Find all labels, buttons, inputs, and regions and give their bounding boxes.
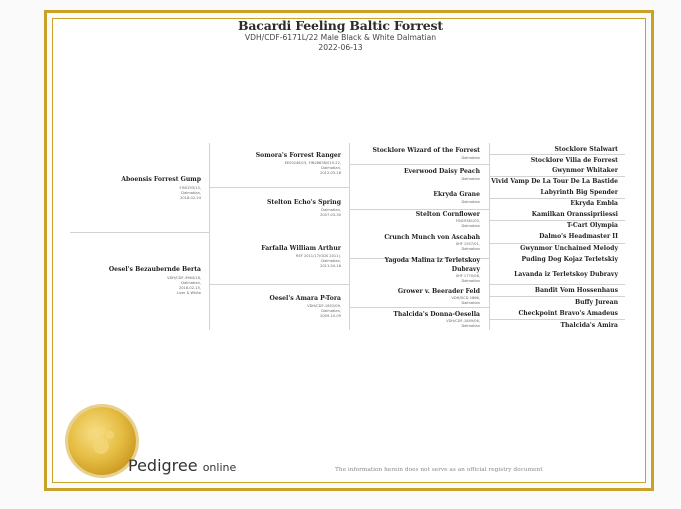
dam-breed: Dalmatian, — [181, 281, 201, 285]
ancestor-breed: Dalmatian — [461, 224, 480, 228]
ancestor-entry[interactable] — [351, 311, 480, 329]
ancestor-name: Yagoda Malina iz Terletskoy — [384, 257, 480, 264]
ancestor-reg: VDH/DCD 1866, — [451, 296, 480, 300]
divider-line — [70, 232, 210, 233]
divider-line — [489, 154, 625, 155]
brand-logo — [128, 456, 236, 475]
dam-reg: VDH/CDF-3964/18, — [167, 276, 201, 280]
ancestor-name: Crunch Munch von Ascabah — [384, 234, 480, 241]
disclaimer-text: The information herein does not serve as an official registry document — [335, 467, 543, 473]
divider-line — [489, 243, 625, 244]
gen4-ancestor[interactable]: Puding Dog Kojaz Terletskiy — [521, 256, 618, 263]
ancestor-breed: Dalmatian — [461, 247, 480, 251]
ancestor-name: Farfalla William Arthur — [261, 245, 341, 252]
dam-color: Liver & White — [176, 291, 201, 295]
bracket-line — [209, 143, 210, 330]
ancestor-breed: Dalmatian, — [321, 208, 341, 212]
ancestor-name: Oesel's Amara P-Tora — [269, 295, 341, 302]
ancestor-dob: 2011-04-16 — [320, 264, 341, 268]
ancestor-name: Stelton Cornflower — [415, 211, 480, 218]
gen4-ancestor[interactable]: Lavanda iz Terletskoy Dubravy — [514, 271, 618, 278]
page-title: Bacardi Feeling Baltic Forrest — [238, 18, 443, 33]
ancestor-reg: FIN29381/03, — [455, 219, 480, 223]
gen4-ancestor[interactable]: Bandit Vom Hossenhaus — [534, 287, 618, 294]
ancestor-entry[interactable] — [351, 234, 480, 252]
divider-line — [489, 319, 625, 320]
birth-date: 2022-06-13 — [318, 43, 363, 52]
brand-main: Pedigree — [128, 456, 198, 475]
gen4-ancestor[interactable]: Kamilkan Oranssipriiessi — [531, 211, 618, 218]
gen4-ancestor[interactable]: Ekryda Embla — [570, 200, 618, 207]
ancestor-entry[interactable] — [351, 191, 480, 205]
ancestor-name: Thalcida's Donna-Oesella — [393, 311, 480, 318]
ancestor-breed: Dalmatian, — [321, 259, 341, 263]
ancestor-breed: Dalmatian — [461, 279, 480, 283]
ancestor-name: Grower v. Beerader Feld — [397, 288, 480, 295]
divider-line — [489, 176, 625, 177]
registration-line: VDH/CDF-6171L/22 Male Black & White Dalmatian — [244, 33, 437, 42]
gen4-ancestor[interactable]: Thalcida's Amira — [560, 322, 618, 329]
ancestor-entry[interactable] — [351, 147, 480, 161]
ancestor-name: Somora's Forrest Ranger — [255, 152, 341, 159]
ancestor-name: Stocklore Wizard of the Forrest — [372, 147, 480, 154]
divider-line — [209, 284, 349, 285]
gen4-ancestor[interactable]: Gwynmor Unchained Melody — [520, 245, 618, 252]
ancestor-breed: Dalmatian, — [321, 166, 341, 170]
divider-line — [349, 209, 489, 210]
ancestor-breed: Dalmatian — [461, 177, 480, 181]
dam-entry[interactable] — [70, 266, 201, 296]
ancestor-dob: 2007-03-30 — [320, 213, 341, 217]
ancestor-entry[interactable] — [211, 245, 341, 269]
gen4-ancestor[interactable]: Checkpoint Bravo's Amadeus — [518, 310, 618, 317]
gen4-ancestor[interactable]: Stocklore Stalwart — [554, 146, 618, 153]
ancestor-entry[interactable] — [351, 211, 480, 229]
ancestor-breed: Dalmatian — [461, 324, 480, 328]
ancestor-dob: 2009-10-09 — [320, 314, 341, 318]
ancestor-reg: VDH/CDF-1849/06, — [446, 319, 480, 323]
sire-entry[interactable] — [70, 176, 201, 201]
brand-sub: online — [202, 461, 237, 474]
ancestor-reg: SHF 1557/01, — [455, 242, 480, 246]
divider-line — [489, 296, 625, 297]
gen4-ancestor[interactable]: Vivid Vamp De La Tour De La Bastide — [491, 178, 618, 185]
ancestor-breed: Dalmatian, — [321, 309, 341, 313]
bracket-line — [489, 143, 490, 330]
gen4-ancestor[interactable]: Labyrinth Big Spender — [540, 189, 618, 196]
ancestor-dob: 2012-03-18 — [320, 171, 341, 175]
divider-line — [489, 220, 625, 221]
gen4-ancestor[interactable]: Stocklore Vilia de Forrest — [530, 157, 618, 164]
ancestor-name: Stelton Echo's Spring — [267, 199, 341, 206]
divider-line — [209, 187, 349, 188]
ancestor-reg: EE00246/15, FIN28638/019-22, — [284, 161, 341, 165]
ancestor-entry[interactable] — [211, 295, 341, 319]
gen4-ancestor[interactable]: Buffy Jurean — [574, 299, 618, 306]
sire-name: Aboensis Forrest Gump — [121, 176, 201, 183]
gen4-ancestor[interactable]: Dalmo's Headmaster II — [539, 233, 618, 240]
bracket-line — [349, 143, 350, 330]
ancestor-breed: Dalmatian — [461, 200, 480, 204]
ancestor-name: Ekryda Grane — [433, 191, 480, 198]
gen4-ancestor[interactable]: T-Cart Olympia — [566, 222, 618, 229]
ancestor-entry[interactable] — [351, 288, 480, 306]
ancestor-reg: SHF 1770/08, — [455, 274, 480, 278]
ancestor-breed: Dalmatian — [461, 156, 480, 160]
divider-line — [349, 164, 489, 165]
sire-dob: 2018-02-24 — [180, 196, 201, 200]
paw-icon — [82, 423, 120, 461]
sire-reg: FI50293/13, — [179, 186, 201, 190]
ancestor-reg: REF 2011/17(ODS 2011), — [295, 254, 341, 258]
divider-line — [489, 284, 625, 285]
dam-dob: 2018-02-15, — [178, 286, 201, 290]
ancestor-name-line2: Dubravy — [451, 266, 480, 273]
ancestor-breed: Dalmatian — [461, 301, 480, 305]
ancestor-entry[interactable] — [351, 257, 480, 284]
divider-line — [349, 307, 489, 308]
ancestor-reg: VDH/CDF-1852/09, — [307, 304, 341, 308]
ancestor-entry[interactable] — [211, 199, 341, 218]
dam-name: Oesel's Bezauberndе Berta — [108, 266, 201, 273]
ancestor-entry[interactable] — [211, 152, 341, 176]
ancestor-entry[interactable] — [351, 168, 480, 182]
ancestor-name: Everwood Daisy Peach — [403, 168, 480, 175]
divider-line — [489, 198, 625, 199]
sire-breed: Dalmatian, — [181, 191, 201, 195]
gen4-ancestor[interactable]: Gwynmor Whitaker — [552, 167, 618, 174]
gold-seal-logo — [68, 407, 136, 475]
